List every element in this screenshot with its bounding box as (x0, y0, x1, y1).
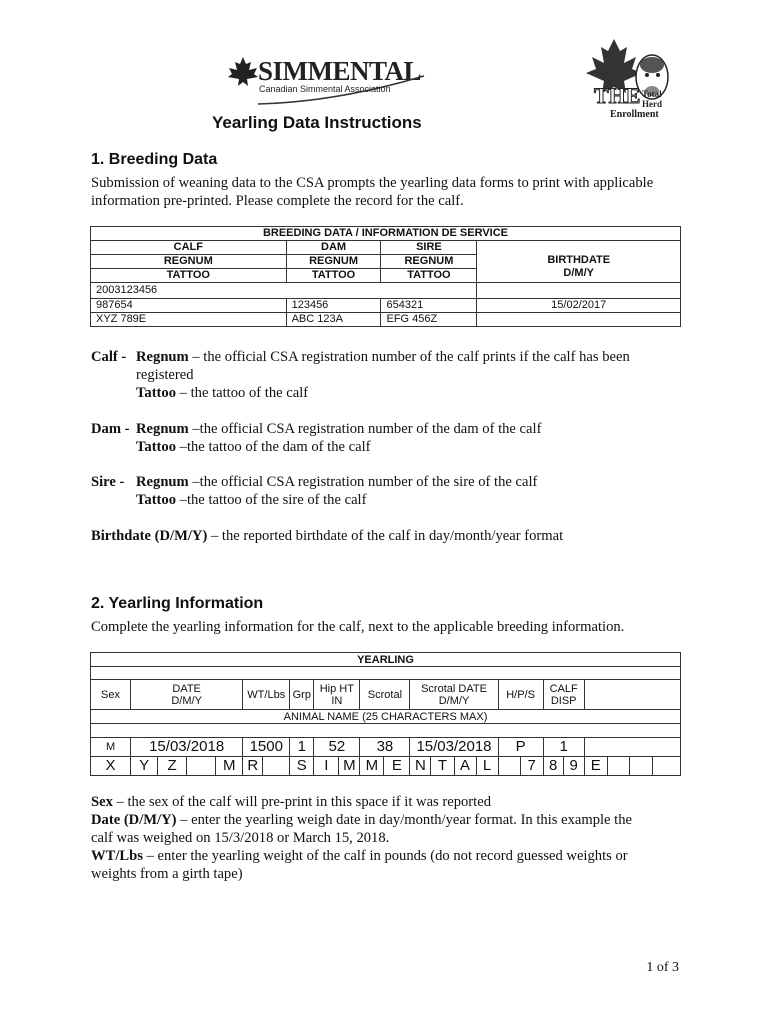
empty-cell (584, 738, 680, 757)
empty-cell (91, 667, 681, 680)
date-note (91, 811, 632, 829)
sire-def-label: Sire - (91, 474, 125, 490)
col-hps: H/P/S (498, 680, 543, 710)
calf-regnum-def (136, 348, 630, 366)
name-char[interactable]: M (216, 757, 243, 776)
col-calf-disp (543, 680, 584, 710)
dam-regnum-term: Regnum (136, 421, 189, 437)
calf-tattoo-def (136, 384, 308, 402)
logo-association: Canadian Simmental Association (259, 84, 391, 94)
sire-tattoo-term: Tattoo (136, 492, 177, 508)
birthdate-label: BIRTHDATE (547, 254, 611, 266)
dam-tattoo-def (136, 438, 371, 456)
col-wt: WT/Lbs (243, 680, 290, 710)
col-calf-disp-label: CALF (549, 682, 578, 695)
empty-cell (477, 283, 681, 299)
name-char[interactable]: 9 (563, 757, 584, 776)
wt-note (91, 847, 628, 865)
name-char[interactable] (187, 757, 216, 776)
value-sex[interactable]: M (91, 738, 131, 757)
badge-the: THE (594, 83, 641, 108)
col-date-label: DATE (172, 682, 201, 695)
dam-tattoo-term: Tattoo (136, 439, 177, 455)
birthdate-term: Birthdate (D/M/Y) (91, 528, 208, 544)
name-char[interactable]: M (360, 757, 384, 776)
col-scrotal-date-label: Scrotal DATE (421, 682, 487, 695)
breeding-table-title: BREEDING DATA / INFORMATION DE SERVICE (91, 227, 681, 241)
value-scrotal[interactable]: 38 (360, 738, 410, 757)
section1-heading: 1. Breeding Data (91, 151, 218, 168)
section1-intro-line2: information pre-printed. Please complete the record for the calf. (91, 193, 464, 209)
section1-intro-line1: Submission of weaning data to the CSA prompts the yearling data forms to print with applicable (91, 175, 654, 191)
total-herd-enrollment-badge (572, 37, 674, 123)
calf-def (91, 348, 126, 366)
empty-cell (91, 724, 681, 738)
calf-regnum-term: Regnum (136, 349, 189, 365)
wt-note-term: WT/Lbs (91, 848, 143, 864)
name-char[interactable]: S (290, 757, 314, 776)
name-char[interactable]: 7 (520, 757, 543, 776)
calf-regnum-value: 987654 (91, 299, 287, 313)
sire-regnum-value: 654321 (381, 299, 477, 313)
yearling-table-title: YEARLING (91, 653, 681, 667)
badge-total: Total (642, 89, 662, 99)
col-scrotal-date (410, 680, 498, 710)
section2-intro: Complete the yearling information for the calf, next to the applicable breeding information. (91, 619, 625, 635)
name-char[interactable]: Y (131, 757, 158, 776)
date-note-term: Date (D/M/Y) (91, 812, 177, 828)
col-sex: Sex (91, 680, 131, 710)
calf-tattoo-header: TATTOO (91, 269, 287, 283)
col-scrotal: Scrotal (360, 680, 410, 710)
value-wt[interactable]: 1500 (243, 738, 290, 757)
calf-tattoo-text: – the tattoo of the calf (176, 385, 309, 401)
sire-regnum-header: REGNUM (381, 255, 477, 269)
col-calf-disp-label2: DISP (550, 694, 577, 707)
col-date-format: D/M/Y (171, 694, 202, 707)
sire-def (91, 473, 124, 491)
sex-note-text: – the sex of the calf will pre-print in this space if it was reported (112, 794, 491, 810)
col-grp: Grp (290, 680, 314, 710)
col-date (131, 680, 243, 710)
dam-def (91, 420, 130, 438)
value-hip[interactable]: 52 (314, 738, 360, 757)
page-title: Yearling Data Instructions (212, 113, 422, 132)
birthdate-format: D/M/Y (563, 267, 594, 279)
name-char[interactable]: I (314, 757, 339, 776)
calf-regnum-text: – the official CSA registration number of the calf prints if the calf has been (188, 349, 630, 365)
birthdate-value: 15/02/2017 (477, 299, 681, 313)
name-char[interactable]: 8 (543, 757, 563, 776)
animal-name-row (91, 757, 681, 776)
empty-cell (477, 313, 681, 327)
badge-enrollment: Enrollment (610, 109, 659, 120)
value-hps[interactable]: P (498, 738, 543, 757)
yearling-table (90, 652, 681, 776)
name-char[interactable] (652, 757, 680, 776)
col-hip-unit: IN (331, 694, 343, 707)
col-sire: SIRE (381, 241, 477, 255)
name-char[interactable]: Z (158, 757, 187, 776)
sire-tattoo-header: TATTOO (381, 269, 477, 283)
maple-leaf-icon (226, 55, 260, 89)
sex-note (91, 793, 491, 811)
name-char[interactable] (607, 757, 629, 776)
name-char[interactable] (629, 757, 652, 776)
value-grp[interactable]: 1 (290, 738, 314, 757)
wt-note-text: – enter the yearling weight of the calf in pounds (do not record guessed weights or (142, 848, 628, 864)
sire-regnum-def (136, 473, 537, 491)
name-char[interactable]: E (384, 757, 410, 776)
logo-name: SIMMENTAL (258, 56, 422, 86)
calf-regnum-header: REGNUM (91, 255, 287, 269)
dam-tattoo-text: –the tattoo of the dam of the calf (176, 439, 371, 455)
sire-regnum-text: –the official CSA registration number of the sire of the calf (188, 474, 538, 490)
name-char[interactable]: X (91, 757, 131, 776)
sire-tattoo-value: EFG 456Z (381, 313, 477, 327)
dam-regnum-text: –the official CSA registration number of the dam of the calf (188, 421, 542, 437)
breeding-data-table (90, 226, 681, 327)
col-birthdate (477, 241, 681, 283)
sire-regnum-term: Regnum (136, 474, 189, 490)
calf-def-label: Calf - (91, 349, 127, 365)
name-char[interactable]: L (476, 757, 498, 776)
birthdate-text: – the reported birthdate of the calf in day/month/year format (207, 528, 564, 544)
value-scrotal-date[interactable]: 15/03/2018 (410, 738, 498, 757)
dam-regnum-value: 123456 (286, 299, 381, 313)
col-scrotal-date-format: D/M/Y (438, 694, 470, 707)
dam-tattoo-value: ABC 123A (286, 313, 381, 327)
col-calf: CALF (91, 241, 287, 255)
value-calf-disp[interactable]: 1 (543, 738, 584, 757)
id-row: 2003123456 (91, 283, 477, 299)
name-char[interactable]: T (431, 757, 454, 776)
empty-cell (584, 680, 680, 710)
value-date[interactable]: 15/03/2018 (131, 738, 243, 757)
calf-tattoo-term: Tattoo (136, 385, 177, 401)
dam-tattoo-header: TATTOO (286, 269, 381, 283)
dam-def-label: Dam - (91, 421, 130, 437)
name-char[interactable] (263, 757, 290, 776)
name-char[interactable]: M (339, 757, 360, 776)
col-hip-label: Hip HT (319, 682, 354, 695)
name-char[interactable]: R (243, 757, 263, 776)
calf-regnum-text2: registered (136, 367, 194, 383)
badge-herd: Herd (642, 99, 662, 109)
section2-heading: 2. Yearling Information (91, 595, 264, 612)
name-char[interactable]: A (454, 757, 476, 776)
dam-regnum-def (136, 420, 541, 438)
col-dam: DAM (286, 241, 381, 255)
page-number: 1 of 3 (646, 960, 679, 975)
date-note-line2: calf was weighed on 15/3/2018 or March 15, 2018. (91, 830, 390, 846)
animal-name-header: ANIMAL NAME (25 CHARACTERS MAX) (91, 710, 681, 724)
wt-note-line2: weights from a girth tape) (91, 866, 243, 882)
name-char[interactable] (498, 757, 520, 776)
sire-tattoo-def (136, 491, 366, 509)
birthdate-def (91, 527, 563, 545)
date-note-text: – enter the yearling weigh date in day/month/year format. In this example the (176, 812, 633, 828)
sire-tattoo-text: –the tattoo of the sire of the calf (176, 492, 367, 508)
calf-tattoo-value: XYZ 789E (91, 313, 287, 327)
dam-regnum-header: REGNUM (286, 255, 381, 269)
name-char[interactable]: N (410, 757, 431, 776)
sex-note-term: Sex (91, 794, 113, 810)
name-char[interactable]: E (584, 757, 607, 776)
col-hip (314, 680, 360, 710)
